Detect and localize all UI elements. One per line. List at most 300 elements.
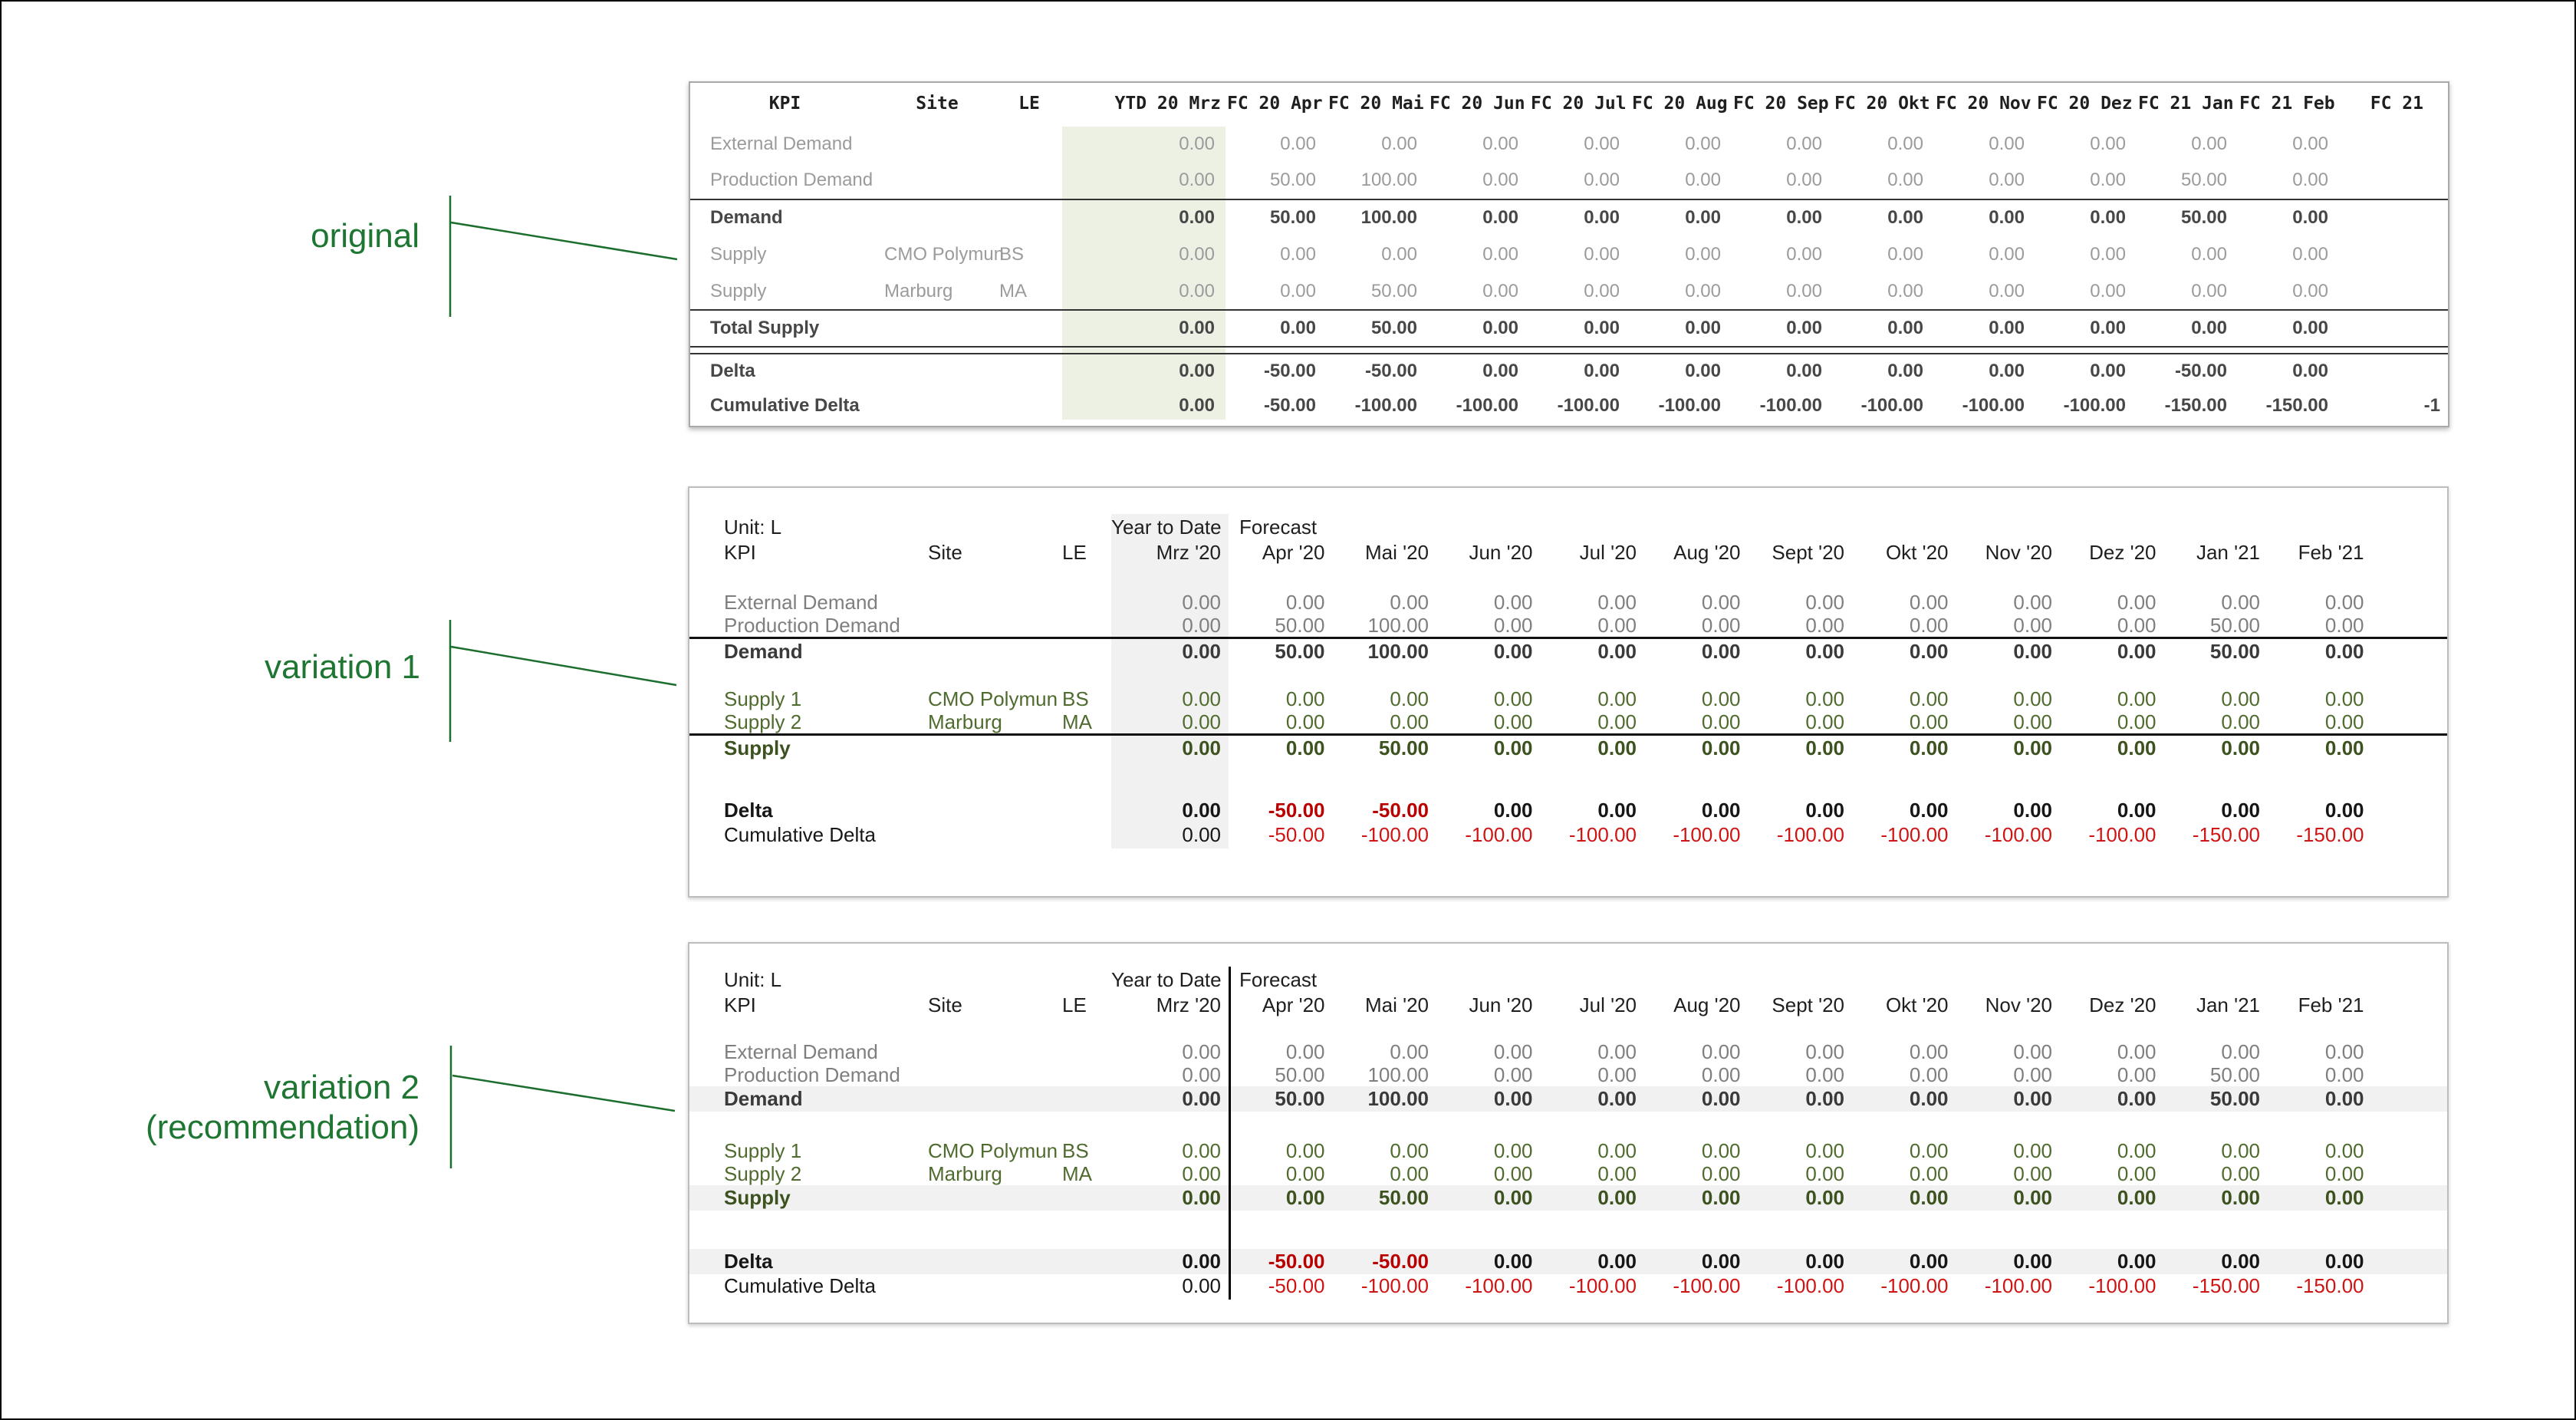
value-cell: 0.00 xyxy=(2324,613,2364,637)
variation2-table xyxy=(688,942,2449,1324)
value-cell: 0.00 xyxy=(1182,590,1221,614)
kpi-cell: External Demand xyxy=(710,133,853,154)
value-cell: 0.00 xyxy=(1887,280,1923,301)
month-column-header: Sept '20 xyxy=(1772,993,1844,1016)
value-cell: 0.00 xyxy=(1285,687,1325,710)
forecast-label: Forecast xyxy=(1239,515,1318,539)
month-column-header: Aug '20 xyxy=(1673,540,1741,564)
value-cell: 100.00 xyxy=(1367,1087,1429,1111)
kpi-cell: Supply xyxy=(724,1186,791,1210)
value-cell: 0.00 xyxy=(1285,1161,1325,1185)
value-cell: 0.00 xyxy=(1597,1250,1637,1273)
value-cell: 0.00 xyxy=(1285,1039,1325,1063)
value-cell: 0.00 xyxy=(1182,799,1221,822)
kpi-cell: Supply xyxy=(710,244,767,265)
row-gap xyxy=(689,565,2447,591)
value-cell: 0.00 xyxy=(1584,244,1620,265)
value-cell: 0.00 xyxy=(1805,710,1844,733)
value-cell: 100.00 xyxy=(1367,1063,1429,1086)
value-cell: 0.00 xyxy=(1989,360,2025,381)
table-row xyxy=(689,1274,2447,1297)
value-cell: 0.00 xyxy=(2324,687,2364,710)
ytd-forecast-divider xyxy=(1229,967,1231,1300)
table-row xyxy=(689,710,2447,733)
value-cell: 0.00 xyxy=(1685,207,1721,229)
table-row xyxy=(689,1249,2447,1274)
value-cell: -150.00 xyxy=(2265,395,2328,417)
variation2-label-line1: variation 2 xyxy=(263,1069,419,1106)
value-cell: 0.00 xyxy=(2117,613,2157,637)
value-cell: 0.00 xyxy=(2191,133,2227,154)
value-cell: 0.00 xyxy=(1597,799,1637,822)
top-padding xyxy=(689,488,2447,514)
value-cell: 0.00 xyxy=(2221,736,2260,760)
value-cell: 0.00 xyxy=(1390,1039,1429,1063)
value-cell: 50.00 xyxy=(1370,317,1417,338)
table-row xyxy=(690,200,2448,236)
value-cell: 0.00 xyxy=(1701,1039,1741,1063)
value-cell: 0.00 xyxy=(1493,1138,1533,1162)
original-table xyxy=(689,81,2449,427)
column-header: FC 21 Feb xyxy=(2239,94,2335,114)
table-row xyxy=(690,126,2448,163)
kpi-cell: Supply 2 xyxy=(724,710,802,733)
value-cell: 0.00 xyxy=(1182,1138,1221,1162)
month-column-header: Okt '20 xyxy=(1885,540,1949,564)
value-cell: 0.00 xyxy=(1989,170,2025,191)
variation1-table xyxy=(688,486,2449,898)
value-cell: 0.00 xyxy=(2013,1186,2052,1210)
value-cell: 0.00 xyxy=(1584,170,1620,191)
value-cell: 0.00 xyxy=(2117,799,2157,822)
kpi-cell: Demand xyxy=(710,207,783,229)
value-cell: 0.00 xyxy=(1805,1087,1844,1111)
value-cell: 0.00 xyxy=(1909,799,1949,822)
column-header: FC 20 Mai xyxy=(1328,94,1424,114)
value-cell: 0.00 xyxy=(1179,170,1215,191)
value-cell: -100.00 xyxy=(1984,1273,2052,1297)
month-column-header: Jun '20 xyxy=(1469,993,1533,1016)
value-cell: 0.00 xyxy=(1685,317,1721,338)
value-cell: 0.00 xyxy=(1182,687,1221,710)
value-cell: 0.00 xyxy=(2117,1186,2157,1210)
value-cell: 0.00 xyxy=(2324,799,2364,822)
value-cell: 0.00 xyxy=(1887,360,1923,381)
column-header: FC 20 Jun xyxy=(1429,94,1525,114)
value-cell: 0.00 xyxy=(1887,133,1923,154)
value-cell: 0.00 xyxy=(1597,1063,1637,1086)
site-cell: CMO Polymun xyxy=(928,687,1058,710)
month-column-header: Apr '20 xyxy=(1262,540,1325,564)
value-cell: -100.00 xyxy=(2088,822,2157,846)
value-cell: 0.00 xyxy=(1482,317,1518,338)
month-column-header: Feb '21 xyxy=(2298,993,2364,1016)
value-cell: -100.00 xyxy=(1568,822,1637,846)
value-cell: 0.00 xyxy=(1597,1039,1637,1063)
kpi-cell: Demand xyxy=(724,640,803,664)
value-cell: 0.00 xyxy=(1493,710,1533,733)
value-cell: 0.00 xyxy=(1909,613,1949,637)
value-cell: 50.00 xyxy=(2209,1063,2260,1086)
value-cell: 0.00 xyxy=(1482,360,1518,381)
value-cell: 0.00 xyxy=(2292,317,2328,338)
value-cell: 0.00 xyxy=(1701,1087,1741,1111)
original-label-text: original xyxy=(311,217,419,255)
value-cell: 0.00 xyxy=(1909,1138,1949,1162)
value-cell: 0.00 xyxy=(1909,1087,1949,1111)
value-cell: 0.00 xyxy=(2324,1186,2364,1210)
value-cell: -50.00 xyxy=(2174,360,2227,381)
kpi-cell: External Demand xyxy=(724,1039,878,1063)
row-gap xyxy=(689,761,2447,798)
value-cell: 0.00 xyxy=(2221,1138,2260,1162)
column-header: LE xyxy=(1018,94,1040,114)
value-cell: -100.00 xyxy=(1776,822,1844,846)
value-cell: 0.00 xyxy=(1597,613,1637,637)
value-cell: 0.00 xyxy=(1701,736,1741,760)
value-cell: 50.00 xyxy=(2209,613,2260,637)
kpi-cell: Delta xyxy=(724,799,773,822)
value-cell: -150.00 xyxy=(2296,822,2364,846)
column-header: FC 20 Dez xyxy=(2037,94,2133,114)
value-cell: 0.00 xyxy=(2117,1138,2157,1162)
table-row xyxy=(689,591,2447,614)
value-cell: 0.00 xyxy=(1701,1063,1741,1086)
value-cell: 0.00 xyxy=(2221,799,2260,822)
le-cell: BS xyxy=(999,244,1025,265)
header-row-1 xyxy=(689,967,2447,993)
column-header: FC 20 Jul xyxy=(1531,94,1627,114)
value-cell: 0.00 xyxy=(2090,133,2126,154)
value-cell: 0.00 xyxy=(1584,360,1620,381)
value-cell: 50.00 xyxy=(1378,736,1429,760)
value-cell: -50.00 xyxy=(1372,799,1429,822)
value-cell: 50.00 xyxy=(1269,207,1316,229)
month-column-header: Jul '20 xyxy=(1579,540,1637,564)
value-cell: 0.00 xyxy=(1179,133,1215,154)
value-cell: -100.00 xyxy=(1673,1273,1741,1297)
value-cell: 0.00 xyxy=(1285,590,1325,614)
value-cell: 0.00 xyxy=(1493,736,1533,760)
value-cell: 0.00 xyxy=(1390,710,1429,733)
value-cell: -50.00 xyxy=(1263,395,1316,417)
value-cell: 0.00 xyxy=(2117,687,2157,710)
value-cell: 0.00 xyxy=(1701,710,1741,733)
value-cell: 0.00 xyxy=(1182,1273,1221,1297)
le-cell: MA xyxy=(1062,1161,1092,1185)
kpi-cell: Supply 1 xyxy=(724,1138,802,1162)
value-cell: 0.00 xyxy=(1701,687,1741,710)
value-cell: 0.00 xyxy=(1701,1250,1741,1273)
value-cell: 0.00 xyxy=(1989,280,2025,301)
value-cell: 0.00 xyxy=(2292,133,2328,154)
value-cell: 0.00 xyxy=(1493,1087,1533,1111)
value-cell: 0.00 xyxy=(1182,1161,1221,1185)
value-cell: 0.00 xyxy=(1285,710,1325,733)
value-cell: 0.00 xyxy=(1701,613,1741,637)
site-cell: CMO Polymun xyxy=(928,1138,1058,1162)
value-cell: -1 xyxy=(2423,395,2440,417)
value-cell: 0.00 xyxy=(1909,710,1949,733)
column-header: FC 20 Apr xyxy=(1227,94,1323,114)
value-cell: 0.00 xyxy=(1701,799,1741,822)
value-cell: 0.00 xyxy=(1179,280,1215,301)
value-cell: -50.00 xyxy=(1268,799,1325,822)
table-row xyxy=(689,639,2447,664)
value-cell: 0.00 xyxy=(1805,799,1844,822)
value-cell: -100.00 xyxy=(1360,1273,1429,1297)
kpi-cell: Supply xyxy=(724,736,791,760)
value-cell: 0.00 xyxy=(1805,590,1844,614)
value-cell: -100.00 xyxy=(1860,395,1923,417)
value-cell: -100.00 xyxy=(1962,395,2025,417)
value-cell: 0.00 xyxy=(1285,736,1325,760)
month-column-header: Mrz '20 xyxy=(1156,540,1221,564)
value-cell: -100.00 xyxy=(1354,395,1417,417)
site-column-header: Site xyxy=(928,540,962,564)
value-cell: 0.00 xyxy=(1381,133,1417,154)
value-cell: 0.00 xyxy=(1285,1186,1325,1210)
table-row xyxy=(689,687,2447,710)
value-cell: 0.00 xyxy=(1685,244,1721,265)
value-cell: 0.00 xyxy=(1182,710,1221,733)
value-cell: 100.00 xyxy=(1360,207,1417,229)
value-cell: 0.00 xyxy=(1493,1186,1533,1210)
value-cell: 0.00 xyxy=(2013,1039,2052,1063)
month-column-header: Sept '20 xyxy=(1772,540,1844,564)
value-cell: 0.00 xyxy=(1685,170,1721,191)
row-gap xyxy=(689,1211,2447,1249)
value-cell: 0.00 xyxy=(2191,317,2227,338)
column-header: FC 21 Jan xyxy=(2138,94,2234,114)
value-cell: 0.00 xyxy=(2117,1250,2157,1273)
value-cell: 0.00 xyxy=(1280,133,1316,154)
top-padding xyxy=(689,944,2447,967)
month-column-header: Mrz '20 xyxy=(1156,993,1221,1016)
value-cell: -50.00 xyxy=(1268,1273,1325,1297)
value-cell: 0.00 xyxy=(1390,1138,1429,1162)
value-cell: 0.00 xyxy=(2117,1039,2157,1063)
value-cell: 0.00 xyxy=(1280,317,1316,338)
variation2-label-line2: (recommendation) xyxy=(145,1109,419,1146)
value-cell: 0.00 xyxy=(2221,687,2260,710)
kpi-cell: Cumulative Delta xyxy=(724,822,876,846)
month-column-header: Dez '20 xyxy=(2089,540,2157,564)
value-cell: 0.00 xyxy=(2013,687,2052,710)
value-cell: 0.00 xyxy=(2117,1087,2157,1111)
value-cell: 0.00 xyxy=(1280,280,1316,301)
value-cell: 0.00 xyxy=(1493,1039,1533,1063)
value-cell: 0.00 xyxy=(2117,640,2157,664)
value-cell: 0.00 xyxy=(1182,822,1221,846)
value-cell: 0.00 xyxy=(2324,590,2364,614)
value-cell: 0.00 xyxy=(1989,317,2025,338)
value-cell: 0.00 xyxy=(1482,170,1518,191)
value-cell: 0.00 xyxy=(1685,280,1721,301)
kpi-cell: External Demand xyxy=(724,590,878,614)
le-cell: BS xyxy=(1062,687,1089,710)
value-cell: 0.00 xyxy=(2090,244,2126,265)
value-cell: 0.00 xyxy=(2221,1161,2260,1185)
value-cell: 100.00 xyxy=(1360,170,1417,191)
site-cell: Marburg xyxy=(884,280,953,301)
value-cell: 0.00 xyxy=(1584,207,1620,229)
value-cell: 0.00 xyxy=(2324,1250,2364,1273)
value-cell: 0.00 xyxy=(1786,280,1822,301)
value-cell: -100.00 xyxy=(2088,1273,2157,1297)
value-cell: 0.00 xyxy=(1909,1250,1949,1273)
value-cell: 0.00 xyxy=(2324,710,2364,733)
value-cell: -100.00 xyxy=(1568,1273,1637,1297)
original-header-row xyxy=(690,83,2448,126)
value-cell: -100.00 xyxy=(1557,395,1620,417)
kpi-cell: Cumulative Delta xyxy=(710,395,860,417)
value-cell: 0.00 xyxy=(1482,133,1518,154)
value-cell: 50.00 xyxy=(1378,1186,1429,1210)
table-row xyxy=(690,163,2448,199)
month-column-header: Mai '20 xyxy=(1364,540,1429,564)
value-cell: 0.00 xyxy=(1493,799,1533,822)
kpi-cell: Production Demand xyxy=(724,613,900,637)
original-pointer-line xyxy=(451,222,677,259)
le-cell: BS xyxy=(1062,1138,1089,1162)
value-cell: 0.00 xyxy=(1786,133,1822,154)
value-cell: 0.00 xyxy=(1182,1186,1221,1210)
value-cell: 0.00 xyxy=(1887,244,1923,265)
le-cell: MA xyxy=(999,280,1027,301)
value-cell: 0.00 xyxy=(2117,710,2157,733)
variation2-label xyxy=(146,1068,419,1148)
value-cell: -50.00 xyxy=(1268,1250,1325,1273)
value-cell: 0.00 xyxy=(1493,1063,1533,1086)
kpi-cell: Supply xyxy=(710,280,767,301)
value-cell: 0.00 xyxy=(2013,1063,2052,1086)
kpi-column-header: KPI xyxy=(724,540,756,564)
table-row xyxy=(690,311,2448,346)
value-cell: 0.00 xyxy=(2090,360,2126,381)
value-cell: 0.00 xyxy=(2090,280,2126,301)
column-header: FC 20 Sep xyxy=(1733,94,1829,114)
value-cell: -100.00 xyxy=(1465,1273,1533,1297)
value-cell: 0.00 xyxy=(2013,799,2052,822)
value-cell: 0.00 xyxy=(1909,640,1949,664)
value-cell: 0.00 xyxy=(1805,1063,1844,1086)
value-cell: 0.00 xyxy=(1909,1186,1949,1210)
value-cell: 0.00 xyxy=(1909,687,1949,710)
table-row xyxy=(689,1139,2447,1162)
header-row-2 xyxy=(689,540,2447,565)
value-cell: 0.00 xyxy=(2324,736,2364,760)
unit-label: Unit: L xyxy=(724,515,782,539)
value-cell: 0.00 xyxy=(1887,170,1923,191)
value-cell: 0.00 xyxy=(1597,710,1637,733)
value-cell: 50.00 xyxy=(2180,170,2227,191)
value-cell: 0.00 xyxy=(2191,244,2227,265)
site-column-header: Site xyxy=(928,993,962,1016)
month-column-header: Feb '21 xyxy=(2298,540,2364,564)
kpi-cell: Supply 1 xyxy=(724,687,802,710)
kpi-cell: Demand xyxy=(724,1087,803,1111)
value-cell: 0.00 xyxy=(1805,687,1844,710)
table-row xyxy=(690,388,2448,424)
unit-label: Unit: L xyxy=(724,967,782,991)
value-cell: 0.00 xyxy=(1805,1039,1844,1063)
value-cell: 0.00 xyxy=(1182,613,1221,637)
value-cell: 0.00 xyxy=(1909,590,1949,614)
value-cell: 0.00 xyxy=(2191,280,2227,301)
value-cell: -150.00 xyxy=(2192,1273,2260,1297)
value-cell: -100.00 xyxy=(1880,822,1949,846)
value-cell: 0.00 xyxy=(1182,640,1221,664)
month-column-header: Apr '20 xyxy=(1262,993,1325,1016)
value-cell: 0.00 xyxy=(1482,244,1518,265)
value-cell: 0.00 xyxy=(1805,640,1844,664)
value-cell: -100.00 xyxy=(1456,395,1518,417)
value-cell: -100.00 xyxy=(1360,822,1429,846)
value-cell: 0.00 xyxy=(2292,360,2328,381)
kpi-cell: Total Supply xyxy=(710,317,820,338)
value-cell: 0.00 xyxy=(2090,170,2126,191)
value-cell: 0.00 xyxy=(1493,590,1533,614)
value-cell: 0.00 xyxy=(1786,360,1822,381)
value-cell: 0.00 xyxy=(2090,317,2126,338)
value-cell: 0.00 xyxy=(2013,1250,2052,1273)
value-cell: 0.00 xyxy=(2324,640,2364,664)
value-cell: 0.00 xyxy=(2221,1039,2260,1063)
kpi-cell: Supply 2 xyxy=(724,1161,802,1185)
column-header: Site xyxy=(916,94,959,114)
forecast-label: Forecast xyxy=(1239,967,1318,991)
value-cell: 0.00 xyxy=(1909,736,1949,760)
value-cell: -50.00 xyxy=(1364,360,1417,381)
value-cell: 0.00 xyxy=(1390,687,1429,710)
value-cell: 0.00 xyxy=(2221,710,2260,733)
value-cell: 50.00 xyxy=(1370,280,1417,301)
value-cell: 0.00 xyxy=(1381,244,1417,265)
variation1-label-text: variation 1 xyxy=(264,648,420,686)
table-row xyxy=(690,236,2448,274)
value-cell: 0.00 xyxy=(1805,1161,1844,1185)
variation1-label xyxy=(265,647,420,687)
month-column-header: Mai '20 xyxy=(1364,993,1429,1016)
value-cell: 0.00 xyxy=(1179,207,1215,229)
value-cell: 0.00 xyxy=(2221,590,2260,614)
value-cell: 0.00 xyxy=(1989,244,2025,265)
table-row xyxy=(689,1040,2447,1063)
table-row xyxy=(689,736,2447,761)
site-cell: Marburg xyxy=(928,1161,1002,1185)
value-cell: 0.00 xyxy=(2013,590,2052,614)
value-cell: 0.00 xyxy=(1909,1161,1949,1185)
value-cell: 0.00 xyxy=(1493,1250,1533,1273)
le-column-header: LE xyxy=(1062,540,1087,564)
value-cell: 0.00 xyxy=(1597,1161,1637,1185)
value-cell: 0.00 xyxy=(1179,395,1215,417)
value-cell: 0.00 xyxy=(2221,1250,2260,1273)
value-cell: 0.00 xyxy=(1805,613,1844,637)
value-cell: 0.00 xyxy=(1182,1063,1221,1086)
site-cell: Marburg xyxy=(928,710,1002,733)
value-cell: 50.00 xyxy=(2209,1087,2260,1111)
row-gap xyxy=(689,1017,2447,1040)
value-cell: 0.00 xyxy=(1182,1087,1221,1111)
value-cell: 0.00 xyxy=(1182,1039,1221,1063)
value-cell: 0.00 xyxy=(1701,1186,1741,1210)
value-cell: 0.00 xyxy=(1493,640,1533,664)
value-cell: -150.00 xyxy=(2164,395,2227,417)
value-cell: 0.00 xyxy=(2292,280,2328,301)
value-cell: 0.00 xyxy=(1280,244,1316,265)
